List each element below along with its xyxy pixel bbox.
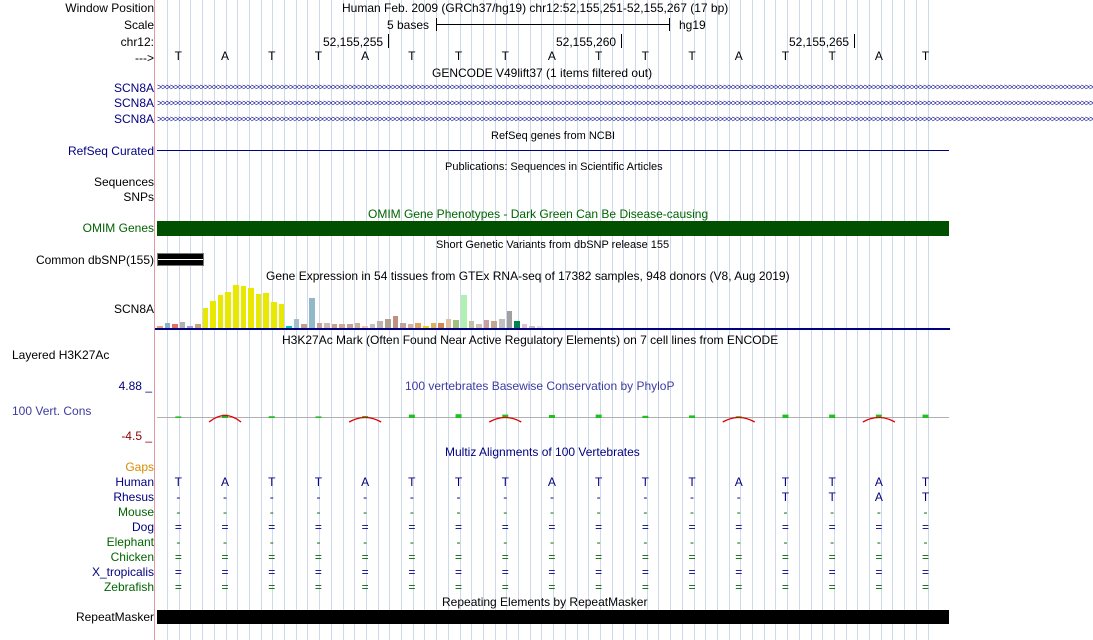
sequence-base: T: [501, 49, 509, 63]
phylop-score-bar: [596, 415, 602, 418]
repeatmasker-label[interactable]: RepeatMasker: [75, 610, 154, 624]
sequence-base: T: [314, 49, 323, 63]
gtex-bar-chart[interactable]: [157, 284, 949, 329]
phylop-score-bar: [923, 415, 929, 418]
coord-tick-3: [854, 34, 855, 48]
alignment-base: =: [548, 565, 556, 579]
alignment-base: =: [781, 580, 789, 594]
alignment-base: -: [549, 505, 554, 519]
gencode-transcript-2[interactable]: >>>>>>>>>>>>>>>>>>>>>>>>>>>>>>>>>>>>>>>>>>>>>>>>>>>>>>>>>>>>>>>>>>>>>>>>>>>>>>>>>>>>>>>>>>>>>>>>>>>>>>>>>>>>>>>>>>>>>>>>>>>>>>>>>>>>>>>>>>>>>>>>>>>>>>>>>>>>>>>>>>>>>>>>>>>>>>>>>>>>>>>>>>>>>>>>>>>>>>>>>>>>>>>>>>>>>>>>>>>>: [157, 98, 1093, 108]
gtex-tissue-bar[interactable]: [263, 293, 269, 328]
alignment-base: =: [221, 520, 229, 534]
alignment-base: =: [314, 520, 322, 534]
alignment-base: =: [641, 520, 649, 534]
repeatmasker-title[interactable]: Repeating Elements by RepeatMasker: [442, 595, 648, 609]
phylop-score-bar: [642, 416, 648, 418]
alignment-base: -: [876, 535, 881, 549]
sequence-base: T: [174, 49, 183, 63]
sequence-base: T: [268, 49, 276, 63]
alignment-base: A: [547, 475, 556, 489]
track-label-panel: [0, 0, 154, 640]
snps-label[interactable]: SNPs: [123, 190, 154, 204]
alignment-base: -: [223, 505, 228, 519]
strand-label: --->: [135, 51, 154, 65]
alignment-base: =: [408, 565, 416, 579]
phylop-score-bar: [689, 415, 695, 418]
phylop-score-bar: [549, 415, 555, 418]
gtex-tissue-bar[interactable]: [446, 319, 452, 328]
gtex-tissue-bar[interactable]: [385, 319, 391, 328]
alignment-base: =: [361, 580, 369, 594]
alignment-base: =: [922, 565, 930, 579]
gtex-tissue-bar[interactable]: [469, 321, 475, 328]
alignment-base: =: [408, 550, 416, 564]
alignment-base: =: [221, 565, 229, 579]
alignment-base: =: [174, 565, 182, 579]
gencode-label-1[interactable]: SCN8A: [113, 81, 154, 95]
alignment-base: -: [176, 490, 181, 504]
phylop-label[interactable]: 100 Vert. Cons: [12, 404, 92, 418]
species-label[interactable]: Dog: [131, 520, 154, 534]
phylop-ymin: -4.5 _: [121, 429, 152, 443]
alignment-base: =: [501, 520, 509, 534]
coord-label-1: 52,155,255: [323, 35, 384, 49]
alignment-base: -: [269, 505, 274, 519]
scale-tick-right: [669, 18, 670, 31]
gtex-label[interactable]: SCN8A: [113, 302, 154, 316]
alignment-base: A: [874, 475, 883, 489]
sequence-base: T: [921, 49, 930, 63]
scale-label: Scale: [123, 18, 154, 32]
gtex-tissue-bar[interactable]: [248, 288, 254, 328]
gtex-tissue-bar[interactable]: [514, 321, 520, 328]
alignment-base: -: [456, 490, 461, 504]
gtex-tissue-bar[interactable]: [484, 320, 490, 328]
alignment-base: -: [316, 505, 321, 519]
alignment-base: =: [455, 580, 463, 594]
alignment-base: =: [875, 520, 883, 534]
alignment-base: =: [595, 580, 603, 594]
alignment-base: -: [223, 490, 228, 504]
alignment-base: =: [875, 565, 883, 579]
sequence-base: A: [547, 49, 556, 63]
alignment-base: -: [690, 505, 695, 519]
alignment-base: -: [783, 505, 788, 519]
alignment-base: =: [455, 520, 463, 534]
alignment-base: -: [503, 490, 508, 504]
alignment-base: -: [269, 535, 274, 549]
phylop-score-bar: [175, 416, 181, 418]
dbsnp-label[interactable]: Common dbSNP(155): [35, 253, 154, 267]
sequence-base: A: [221, 49, 230, 63]
alignment-base: =: [221, 580, 229, 594]
alignment-base: =: [548, 520, 556, 534]
alignment-base: -: [363, 490, 368, 504]
refseq-label[interactable]: RefSeq Curated: [67, 144, 154, 158]
gencode-transcript-1[interactable]: >>>>>>>>>>>>>>>>>>>>>>>>>>>>>>>>>>>>>>>>>>>>>>>>>>>>>>>>>>>>>>>>>>>>>>>>>>>>>>>>>>>>>>>>>>>>>>>>>>>>>>>>>>>>>>>>>>>>>>>>>>>>>>>>>>>>>>>>>>>>>>>>>>>>>>>>>>>>>>>>>>>>>>>>>>>>>>>>>>>>>>>>>>>>>>>>>>>>>>>>>>>>>>>>>>>>>>>>>>>>: [157, 82, 1093, 92]
gtex-tissue-bar[interactable]: [256, 294, 262, 328]
alignment-base: T: [268, 475, 276, 489]
alignment-base: -: [269, 490, 274, 504]
dbsnp-variant[interactable]: [157, 253, 204, 266]
alignment-base: T: [828, 490, 836, 504]
alignment-base: =: [688, 580, 696, 594]
gtex-tissue-bar[interactable]: [309, 298, 315, 328]
gtex-baseline: [155, 328, 950, 330]
sequence-base: A: [734, 49, 743, 63]
alignment-base: =: [875, 550, 883, 564]
alignment-base: A: [221, 475, 230, 489]
alignment-base: =: [922, 520, 930, 534]
alignment-base: A: [361, 475, 370, 489]
alignment-base: T: [454, 475, 463, 489]
alignment-base: -: [176, 535, 181, 549]
alignment-base: =: [361, 550, 369, 564]
alignment-base: -: [549, 535, 554, 549]
alignment-base: =: [501, 580, 509, 594]
alignment-base: =: [268, 550, 276, 564]
phylop-negative-score: [489, 418, 521, 423]
gtex-tissue-bar[interactable]: [271, 302, 277, 328]
alignment-base: =: [595, 550, 603, 564]
alignment-base: =: [735, 580, 743, 594]
alignment-base: T: [781, 475, 790, 489]
sequence-base: T: [688, 49, 696, 63]
alignment-base: -: [876, 505, 881, 519]
gtex-tissue-bar[interactable]: [507, 311, 513, 328]
alignment-base: =: [595, 520, 603, 534]
alignment-base: -: [363, 535, 368, 549]
alignment-base: =: [314, 580, 322, 594]
alignment-base: =: [781, 550, 789, 564]
alignment-base: =: [455, 550, 463, 564]
sequence-base: T: [454, 49, 463, 63]
phylop-plot[interactable]: [155, 405, 950, 435]
gtex-tissue-bar[interactable]: [210, 301, 216, 328]
phylop-score-bar: [829, 415, 835, 418]
sequence-base: T: [828, 49, 836, 63]
phylop-score-bar: [409, 415, 415, 418]
gtex-tissue-bar[interactable]: [225, 292, 231, 328]
alignment-base: =: [828, 550, 836, 564]
alignment-base: =: [781, 565, 789, 579]
phylop-title[interactable]: 100 vertebrates Basewise Conservation by PhyloP: [405, 379, 675, 393]
phylop-negative-score: [723, 418, 755, 423]
scale-bar: [436, 24, 669, 25]
alignment-base: -: [596, 490, 601, 504]
alignment-base: -: [223, 535, 228, 549]
alignment-base: -: [316, 535, 321, 549]
alignment-base: -: [736, 505, 741, 519]
alignment-base: =: [501, 565, 509, 579]
phylop-score-bar: [456, 414, 462, 418]
alignment-base: =: [688, 550, 696, 564]
alignment-base: A: [734, 475, 743, 489]
sequence-base: T: [641, 49, 650, 63]
alignment-base: -: [690, 490, 695, 504]
alignment-base: =: [408, 580, 416, 594]
gtex-title[interactable]: Gene Expression in 54 tissues from GTEx RNA-seq of 17382 samples, 948 donors (V8, Aug 2019): [266, 269, 790, 283]
h3k27ac-label[interactable]: Layered H3K27Ac: [12, 348, 110, 362]
gencode-title[interactable]: GENCODE V49lift37 (1 items filtered out): [432, 66, 653, 80]
omim-title[interactable]: OMIM Gene Phenotypes - Dark Green Can Be Disease-causing: [368, 207, 709, 221]
alignment-base: =: [595, 565, 603, 579]
scale-text: 5 bases: [387, 18, 430, 32]
gencode-transcript-3[interactable]: >>>>>>>>>>>>>>>>>>>>>>>>>>>>>>>>>>>>>>>>>>>>>>>>>>>>>>>>>>>>>>>>>>>>>>>>>>>>>>>>>>>>>>>>>>>>>>>>>>>>>>>>>>>>>>>>>>>>>>>>>>>>>>>>>>>>>>>>>>>>>>>>>>>>>>>>>>>>>>>>>>>>>>>>>>>>>>>>>>>>>>>>>>>>>>>>>>>>>>>>>>>>>>>>>>>>>>>>>>>>: [157, 114, 1093, 124]
alignment-base: -: [316, 490, 321, 504]
alignment-base: -: [643, 535, 648, 549]
sequence-base: A: [874, 49, 883, 63]
alignment-base: =: [828, 565, 836, 579]
alignment-base: -: [596, 505, 601, 519]
publications-title[interactable]: Publications: Sequences in Scientific Articles: [445, 161, 663, 173]
species-label[interactable]: Rhesus: [113, 490, 154, 504]
alignment-base: =: [314, 565, 322, 579]
coord-label-3: 52,155,265: [789, 35, 850, 49]
assembly-title: Human Feb. 2009 (GRCh37/hg19) chr12:52,155,251-52,155,267 (17 bp): [342, 1, 729, 15]
alignment-base: -: [830, 535, 835, 549]
alignment-base: =: [361, 565, 369, 579]
gtex-tissue-bar[interactable]: [294, 319, 300, 328]
window-position-label: Window Position: [65, 1, 154, 15]
gencode-label-2[interactable]: SCN8A: [113, 96, 154, 110]
dbsnp-title[interactable]: Short Genetic Variants from dbSNP release 155: [436, 239, 670, 251]
alignment-base: -: [549, 490, 554, 504]
coord-label-2: 52,155,260: [556, 35, 617, 49]
alignment-base: -: [503, 505, 508, 519]
species-label[interactable]: X_tropicalis: [91, 565, 154, 579]
repeatmasker-element[interactable]: [157, 610, 949, 624]
dbsnp-variant-mark: [158, 259, 203, 260]
phylop-score-bar: [315, 416, 321, 418]
alignment-base: =: [828, 580, 836, 594]
gtex-tissue-bar[interactable]: [393, 316, 399, 328]
gtex-tissue-bar[interactable]: [218, 295, 224, 328]
alignment-base: =: [408, 520, 416, 534]
alignment-base: -: [643, 490, 648, 504]
species-label[interactable]: Elephant: [106, 535, 154, 549]
alignment-base: =: [268, 520, 276, 534]
sequence-base: T: [781, 49, 790, 63]
alignment-base: =: [735, 550, 743, 564]
refseq-title[interactable]: RefSeq genes from NCBI: [491, 130, 616, 142]
h3k27ac-title[interactable]: H3K27Ac Mark (Often Found Near Active Regulatory Elements) on 7 cell lines from ENCODE: [282, 333, 779, 347]
alignment-base: =: [688, 520, 696, 534]
alignment-base: -: [783, 535, 788, 549]
omim-label[interactable]: OMIM Genes: [82, 221, 154, 235]
alignment-base: T: [314, 475, 323, 489]
scale-db: hg19: [679, 18, 706, 32]
alignment-base: =: [641, 550, 649, 564]
coord-tick-2: [621, 34, 622, 48]
alignment-base: =: [221, 550, 229, 564]
sequence-base: A: [361, 49, 370, 63]
alignment-base: =: [455, 565, 463, 579]
alignment-base: T: [781, 490, 790, 504]
alignment-base: T: [501, 475, 509, 489]
alignment-base: =: [361, 520, 369, 534]
alignment-base: -: [503, 535, 508, 549]
alignment-base: =: [174, 580, 182, 594]
omim-phenotype-bar[interactable]: [157, 221, 949, 236]
alignment-base: =: [735, 520, 743, 534]
alignment-base: -: [690, 535, 695, 549]
alignment-base: -: [923, 535, 928, 549]
alignment-base: =: [314, 550, 322, 564]
gtex-tissue-bar[interactable]: [491, 321, 497, 328]
phylop-negative-score: [863, 418, 895, 423]
alignment-base: T: [688, 475, 696, 489]
alignment-base: T: [641, 475, 650, 489]
alignment-base: =: [174, 520, 182, 534]
alignment-base: -: [830, 505, 835, 519]
gtex-tissue-bar[interactable]: [461, 295, 467, 328]
chrom-label: chr12:: [120, 35, 154, 49]
alignment-base: A: [874, 490, 883, 504]
alignment-base: =: [501, 550, 509, 564]
alignment-base: =: [828, 520, 836, 534]
gtex-tissue-bar[interactable]: [233, 285, 239, 328]
gtex-tissue-bar[interactable]: [499, 319, 505, 328]
alignment-base: T: [408, 475, 416, 489]
alignment-base: =: [735, 565, 743, 579]
alignment-base: =: [548, 550, 556, 564]
alignment-base: T: [921, 490, 930, 504]
alignment-base: =: [922, 550, 930, 564]
gaps-label: Gaps: [125, 460, 154, 474]
alignment-base: =: [781, 520, 789, 534]
alignment-base: =: [548, 580, 556, 594]
alignment-base: =: [174, 550, 182, 564]
alignment-base: T: [594, 475, 603, 489]
alignment-base: -: [409, 535, 414, 549]
phylop-ymax: 4.88 _: [118, 379, 152, 393]
species-label[interactable]: Zebrafish: [103, 580, 154, 594]
alignment-base: -: [176, 505, 181, 519]
alignment-base: =: [922, 580, 930, 594]
gtex-tissue-bar[interactable]: [453, 320, 459, 328]
alignment-base: T: [174, 475, 183, 489]
gtex-tissue-bar[interactable]: [279, 304, 285, 328]
refseq-gene-line[interactable]: [157, 150, 949, 151]
alignment-base: -: [923, 505, 928, 519]
multiz-title[interactable]: Multiz Alignments of 100 Vertebrates: [445, 445, 640, 459]
phylop-score-bar: [269, 416, 275, 418]
alignment-base: -: [409, 505, 414, 519]
alignment-base: =: [641, 565, 649, 579]
sequence-base: T: [408, 49, 416, 63]
alignment-base: T: [921, 475, 930, 489]
species-label[interactable]: Chicken: [110, 550, 154, 564]
alignment-base: -: [456, 505, 461, 519]
alignment-base: -: [456, 535, 461, 549]
gtex-tissue-bar[interactable]: [377, 321, 383, 328]
alignment-base: -: [363, 505, 368, 519]
alignment-base: -: [736, 490, 741, 504]
sequence-base: T: [594, 49, 603, 63]
alignment-base: =: [875, 580, 883, 594]
label-divider: [154, 0, 155, 640]
sequences-label[interactable]: Sequences: [93, 175, 154, 189]
species-label[interactable]: Mouse: [117, 505, 154, 519]
species-label[interactable]: Human: [115, 475, 154, 489]
alignment-base: -: [409, 490, 414, 504]
gtex-tissue-bar[interactable]: [203, 308, 209, 328]
alignment-base: -: [643, 505, 648, 519]
alignment-base: T: [828, 475, 836, 489]
alignment-base: -: [736, 535, 741, 549]
alignment-base: -: [596, 535, 601, 549]
gencode-label-3[interactable]: SCN8A: [113, 112, 154, 126]
alignment-base: =: [268, 565, 276, 579]
coord-tick-1: [388, 34, 389, 48]
gtex-tissue-bar[interactable]: [241, 286, 247, 328]
alignment-base: =: [641, 580, 649, 594]
phylop-negative-score: [349, 418, 381, 423]
alignment-base: =: [268, 580, 276, 594]
phylop-score-bar: [782, 415, 788, 418]
alignment-base: =: [688, 565, 696, 579]
